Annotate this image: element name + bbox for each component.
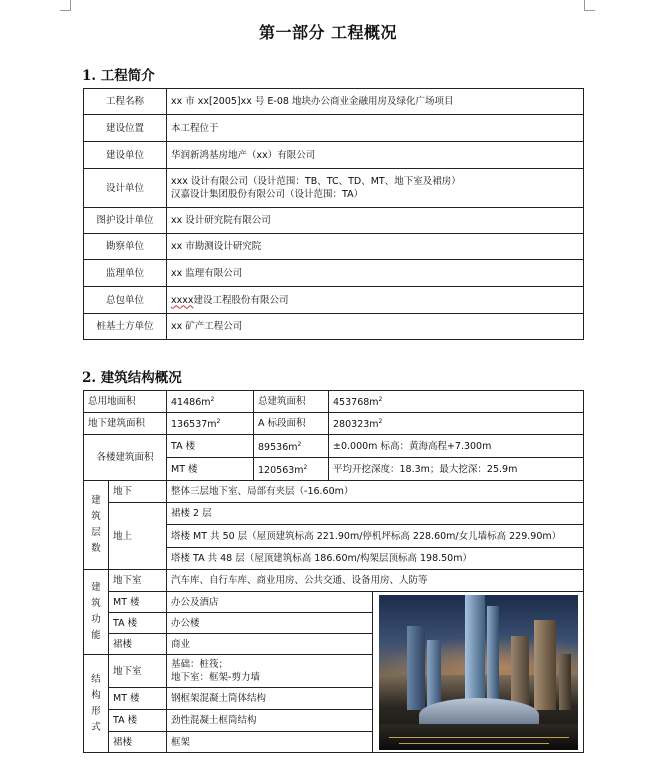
function-podium-value: 商业: [167, 634, 373, 655]
building-rendering-image: [379, 595, 578, 750]
floors-above-ta: 塔楼 TA 共 48 层（屋顶建筑标高 186.60m/构架层顶标高 198.50m）: [167, 548, 584, 570]
table-row: [84, 142, 584, 169]
row-value: xx 市 xx[2005]xx 号 E-08 地块办公商业金融用房及绿化广场项目: [167, 89, 584, 115]
function-ta-label: TA 楼: [109, 613, 167, 634]
underground-area-value: $136537m^2$: [167, 413, 254, 435]
page-title: 第一部分 工程概况: [258, 23, 398, 42]
design-unit-line-2: 汉嘉设计集团股份有限公司（设计范围：TA）: [171, 189, 364, 200]
page-corner-mark-left: [60, 0, 71, 11]
structure-podium-value: 框架: [167, 732, 373, 753]
ta-building-area: $89536m^2$: [254, 435, 329, 458]
floors-underground-label: 地下: [109, 481, 167, 503]
row-label: 桩基土方单位: [84, 314, 167, 340]
function-basement-label: 地下室: [109, 570, 167, 592]
floors-above-mt: 塔楼 MT 共 50 层（屋顶建筑标高 221.90m/停机坪标高 228.60m/女儿墙标高 229.90m）: [167, 525, 584, 548]
table-row: [84, 391, 584, 413]
structure-overview-table: [83, 390, 584, 753]
row-value-multi: [167, 169, 584, 208]
table-row: [84, 115, 584, 142]
each-building-area-label: 各楼建筑面积: [84, 435, 167, 481]
ta-building-label: TA 楼: [167, 435, 254, 458]
spellcheck-underlined-text: xxxx: [171, 294, 194, 306]
row-value: xx 监理有限公司: [167, 260, 584, 287]
table-row: [84, 570, 584, 592]
structure-mt-value: 钢框架混凝土筒体结构: [167, 688, 373, 710]
row-value: xx 矿产工程公司: [167, 314, 584, 340]
total-build-label: 总建筑面积: [254, 391, 329, 413]
mt-building-label: MT 楼: [167, 458, 254, 481]
row-label: 工程名称: [84, 89, 167, 115]
a-plot-area-label: A 标段面积: [254, 413, 329, 435]
section-heading-project-intro: 1. 工程简介: [82, 68, 155, 84]
row-value: 华润新鸿基房地产（xx）有限公司: [167, 142, 584, 169]
table-row: [84, 89, 584, 115]
structure-basement-value: 基础：桩筏； 地下室：框架-剪力墙: [167, 655, 373, 688]
row-label: 建设位置: [84, 115, 167, 142]
page-corner-mark-right: [584, 0, 595, 11]
row-value-rest: 建设工程股份有限公司: [193, 294, 289, 306]
row-label: 勘察单位: [84, 234, 167, 260]
total-land-label: 总用地面积: [84, 391, 167, 413]
table-row: [84, 592, 584, 613]
a-plot-area-value: $280323m^2$: [329, 413, 584, 435]
ta-elevation-note: ±0.000m 标高：黄海高程+7.300m: [329, 435, 584, 458]
structure-ta-value: 劲性混凝土框筒结构: [167, 710, 373, 732]
function-group-label: 建筑功能: [84, 570, 109, 655]
mt-building-area: $120563m^2$: [254, 458, 329, 481]
table-row: [84, 435, 584, 458]
mt-excavation-note: 平均开挖深度：18.3m；最大挖深：25.9m: [329, 458, 584, 481]
structure-ta-label: TA 楼: [109, 710, 167, 732]
table-row: [84, 287, 584, 314]
row-label: 总包单位: [84, 287, 167, 314]
floors-underground-value: 整体三层地下室、局部有夹层（-16.60m）: [167, 481, 584, 503]
structure-podium-label: 裙楼: [109, 732, 167, 753]
table-row: [84, 169, 584, 208]
row-value: [167, 287, 584, 314]
total-land-value: $41486m^2$: [167, 391, 254, 413]
structure-mt-label: MT 楼: [109, 688, 167, 710]
row-value: 本工程位于: [167, 115, 584, 142]
underground-area-label: 地下建筑面积: [84, 413, 167, 435]
floors-group-label: 建筑层数: [84, 481, 109, 570]
function-mt-label: MT 楼: [109, 592, 167, 613]
structure-basement-label: 地下室: [109, 655, 167, 688]
function-basement-value: 汽车库、自行车库、商业用房、公共交通、设备用房、人防等: [167, 570, 584, 592]
row-label: 设计单位: [84, 169, 167, 208]
table-row: [84, 481, 584, 503]
table-row: [84, 314, 584, 340]
table-row: [84, 503, 584, 525]
rendering-image-cell: [373, 592, 584, 753]
row-label: 建设单位: [84, 142, 167, 169]
row-label: 图护设计单位: [84, 208, 167, 234]
table-row: [84, 413, 584, 435]
total-build-value: $453768m^2$: [329, 391, 584, 413]
row-value: xx 市勘测设计研究院: [167, 234, 584, 260]
row-value: xx 设计研究院有限公司: [167, 208, 584, 234]
section-heading-structure: 2. 建筑结构概况: [82, 370, 182, 386]
design-unit-line-1: xxx 设计有限公司（设计范围：TB、TC、TD、MT、地下室及裙房）: [171, 176, 461, 187]
structure-group-label: 结构形式: [84, 655, 109, 753]
function-mt-value: 办公及酒店: [167, 592, 373, 613]
floors-above-podium: 裙楼 2 层: [167, 503, 584, 525]
function-podium-label: 裙楼: [109, 634, 167, 655]
table-row: [84, 234, 584, 260]
table-row: [84, 208, 584, 234]
floors-above-label: 地上: [109, 503, 167, 570]
row-label: 监理单位: [84, 260, 167, 287]
table-row: [84, 260, 584, 287]
project-intro-table: [83, 88, 584, 340]
function-ta-value: 办公楼: [167, 613, 373, 634]
